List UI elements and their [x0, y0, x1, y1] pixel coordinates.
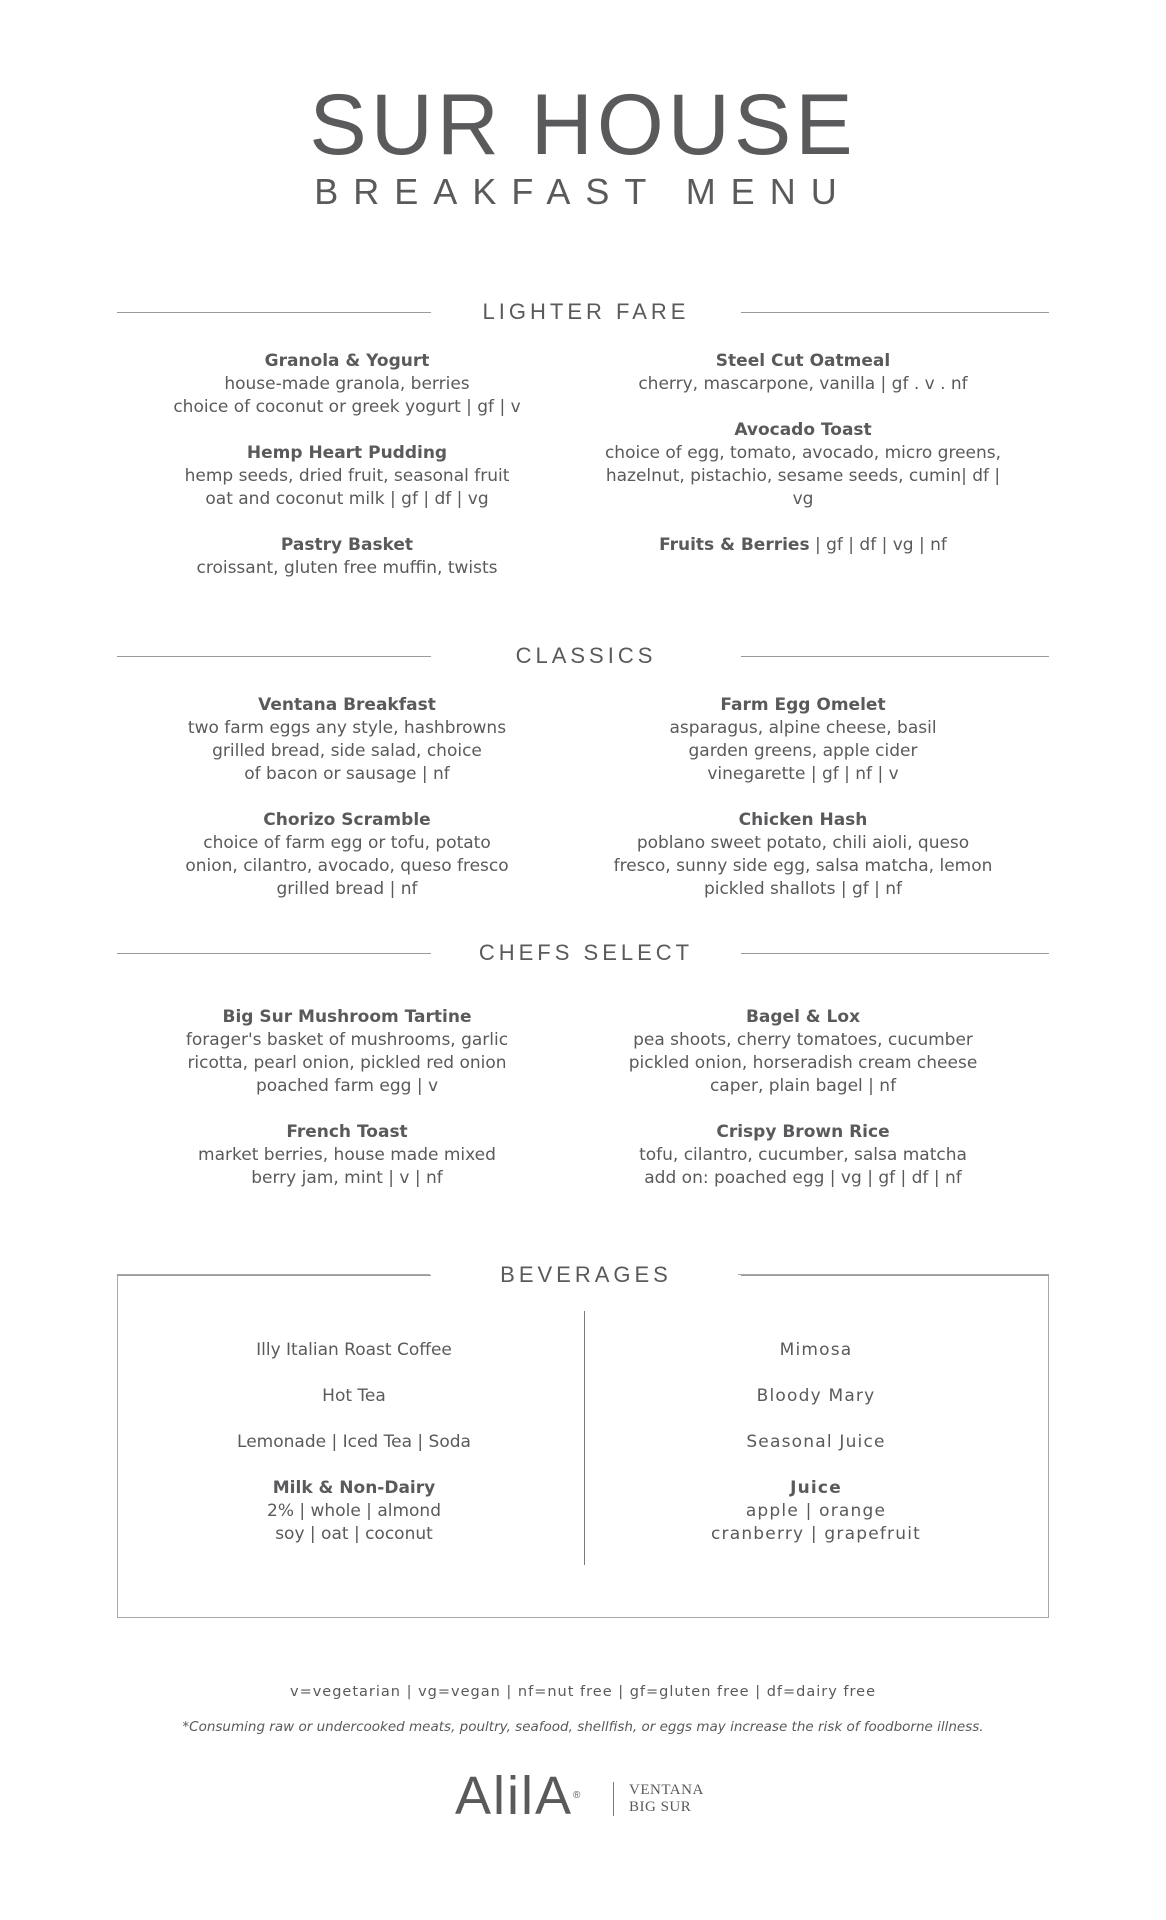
section-title: BEVERAGES	[500, 1262, 672, 1287]
menu-item-desc: cherry, mascarpone, vanilla | gf . v . nf	[638, 374, 968, 394]
menu-item	[147, 809, 547, 901]
beverage-group-title: Milk & Non-Dairy	[272, 1478, 436, 1498]
menu-item-desc: asparagus, alpine cheese, basil	[669, 718, 937, 738]
chefs-select-left-column	[147, 1006, 547, 1213]
menu-item-desc: choice of egg, tomato, avocado, micro greens,	[604, 443, 1002, 463]
menu-item	[603, 694, 1003, 786]
beverages-column-divider	[584, 1311, 585, 1565]
menu-item-desc: house-made granola, berries	[224, 374, 470, 394]
logo-location-line: BIG SUR	[629, 1799, 692, 1815]
menu-item-name: Crispy Brown Rice	[716, 1122, 890, 1142]
section-title: CHEFS SELECT	[478, 940, 694, 965]
section-header-beverages	[117, 1260, 1049, 1290]
section-title: CLASSICS	[515, 643, 657, 668]
beverage-group-title: Juice	[790, 1478, 842, 1498]
menu-item	[147, 442, 547, 511]
section-title: LIGHTER FARE	[482, 299, 690, 324]
logo-registered-mark: ®	[573, 1790, 583, 1801]
food-safety-disclaimer: *Consuming raw or undercooked meats, poultry, seafood, shellfish, or eggs may increase the risk of foodborne illness.	[182, 1719, 984, 1735]
menu-item-desc: onion, cilantro, avocado, queso fresco	[185, 856, 509, 876]
divider-line	[117, 312, 431, 313]
beverages-left-column	[154, 1339, 554, 1546]
menu-item-desc: choice of coconut or greek yogurt | gf | v	[173, 397, 521, 417]
menu-item-desc: choice of farm egg or tofu, potato	[203, 833, 491, 853]
menu-item-name: Steel Cut Oatmeal	[715, 351, 891, 371]
menu-item-desc: hazelnut, pistachio, sesame seeds, cumin| df | vg	[605, 466, 1001, 509]
divider-line	[741, 312, 1049, 313]
logo-location	[629, 1782, 704, 1816]
menu-item-desc: vinegarette | gf | nf | v	[707, 764, 899, 784]
menu-item-desc: pickled onion, horseradish cream cheese	[628, 1053, 978, 1073]
menu-item-desc: two farm eggs any style, hashbrowns	[187, 718, 507, 738]
menu-item	[603, 1121, 1003, 1190]
lighter-fare-left-column	[147, 350, 547, 603]
menu-item-name: Chicken Hash	[738, 810, 868, 830]
page-title: SUR HOUSE	[309, 77, 857, 173]
menu-item-desc: grilled bread, side salad, choice	[212, 741, 482, 761]
menu-item	[603, 350, 1003, 396]
menu-item-name: Bagel & Lox	[745, 1007, 861, 1027]
menu-item-desc: forager's basket of mushrooms, garlic	[185, 1030, 509, 1050]
beverages-right-column	[616, 1339, 1016, 1546]
divider-line	[741, 953, 1049, 954]
classics-left-column	[147, 694, 547, 924]
beverage-group-line: apple | orange	[745, 1501, 887, 1521]
menu-item-desc: hemp seeds, dried fruit, seasonal fruit	[184, 466, 510, 486]
menu-item-desc: pea shoots, cherry tomatoes, cucumber	[633, 1030, 973, 1050]
menu-item	[147, 534, 547, 580]
menu-item	[603, 419, 1003, 511]
divider-line	[117, 1275, 431, 1276]
section-header-chefs-select	[117, 938, 1049, 968]
chefs-select-right-column	[603, 1006, 1003, 1213]
menu-item	[147, 1121, 547, 1190]
menu-item-name: Big Sur Mushroom Tartine	[222, 1007, 472, 1027]
menu-item-name: Fruits & Berries	[659, 535, 810, 555]
divider-line	[117, 656, 431, 657]
beverage-group-line: 2% | whole | almond	[267, 1501, 441, 1521]
menu-item-desc: tofu, cilantro, cucumber, salsa matcha	[639, 1145, 967, 1165]
divider-line	[741, 656, 1049, 657]
menu-item-desc: poblano sweet potato, chili aioli, queso	[636, 833, 970, 853]
menu-item	[603, 1006, 1003, 1098]
divider-line	[741, 1275, 1049, 1276]
menu-item-name: Pastry Basket	[280, 535, 414, 555]
alila-logo	[455, 1768, 735, 1828]
menu-item	[147, 694, 547, 786]
menu-item	[603, 534, 1003, 557]
menu-item-name: Chorizo Scramble	[263, 810, 431, 830]
menu-item-name: Avocado Toast	[734, 420, 872, 440]
dietary-legend: v=vegetarian | vg=vegan | nf=nut free | gf=gluten free | df=dairy free	[289, 1684, 877, 1700]
beverage-group-line: cranberry | grapefruit	[710, 1524, 922, 1544]
menu-item-desc: croissant, gluten free muffin, twists	[196, 558, 498, 578]
beverage-item: Illy Italian Roast Coffee	[256, 1340, 452, 1360]
menu-item-desc: garden greens, apple cider	[688, 741, 918, 761]
menu-item-desc: pickled shallots | gf | nf	[703, 879, 903, 899]
menu-item-desc: of bacon or sausage | nf	[244, 764, 450, 784]
classics-right-column	[603, 694, 1003, 924]
menu-item-desc: berry jam, mint | v | nf	[251, 1168, 443, 1188]
divider-line	[117, 953, 431, 954]
beverage-group-line: soy | oat | coconut	[275, 1524, 433, 1544]
section-header-lighter-fare	[117, 297, 1049, 327]
beverage-item: Lemonade | Iced Tea | Soda	[237, 1432, 471, 1452]
logo-brand	[455, 1768, 582, 1824]
beverage-item: Mimosa	[779, 1340, 853, 1360]
menu-item-name: French Toast	[286, 1122, 408, 1142]
logo-brand-text: AlilA	[455, 1766, 574, 1826]
menu-item-name: Farm Egg Omelet	[720, 695, 886, 715]
lighter-fare-right-column	[603, 350, 1003, 580]
menu-item-desc: grilled bread | nf	[276, 879, 418, 899]
menu-item-name: Ventana Breakfast	[258, 695, 436, 715]
menu-item-name: Granola & Yogurt	[264, 351, 430, 371]
menu-item	[147, 350, 547, 419]
menu-item-desc: caper, plain bagel | nf	[709, 1076, 897, 1096]
menu-item-desc: fresco, sunny side egg, salsa matcha, lemon	[613, 856, 993, 876]
logo-separator	[613, 1782, 614, 1816]
menu-item	[147, 1006, 547, 1098]
menu-item-desc: ricotta, pearl onion, pickled red onion	[187, 1053, 507, 1073]
menu-item-name: Hemp Heart Pudding	[246, 443, 448, 463]
logo-location-line: VENTANA	[629, 1782, 704, 1798]
menu-item	[603, 809, 1003, 901]
menu-item-desc: market berries, house made mixed	[198, 1145, 496, 1165]
menu-item-desc: oat and coconut milk | gf | df | vg	[205, 489, 489, 509]
page-subtitle: BREAKFAST MENU	[314, 171, 852, 212]
menu-item-desc: add on: poached egg | vg | gf | df | nf	[644, 1168, 962, 1188]
menu-item-desc: poached farm egg | v	[255, 1076, 439, 1096]
beverage-item: Seasonal Juice	[746, 1432, 886, 1452]
beverage-item: Hot Tea	[322, 1386, 386, 1406]
beverage-item: Bloody Mary	[756, 1386, 876, 1406]
section-header-classics	[117, 641, 1049, 671]
menu-item-tags: | gf | df | vg | nf	[809, 535, 947, 555]
